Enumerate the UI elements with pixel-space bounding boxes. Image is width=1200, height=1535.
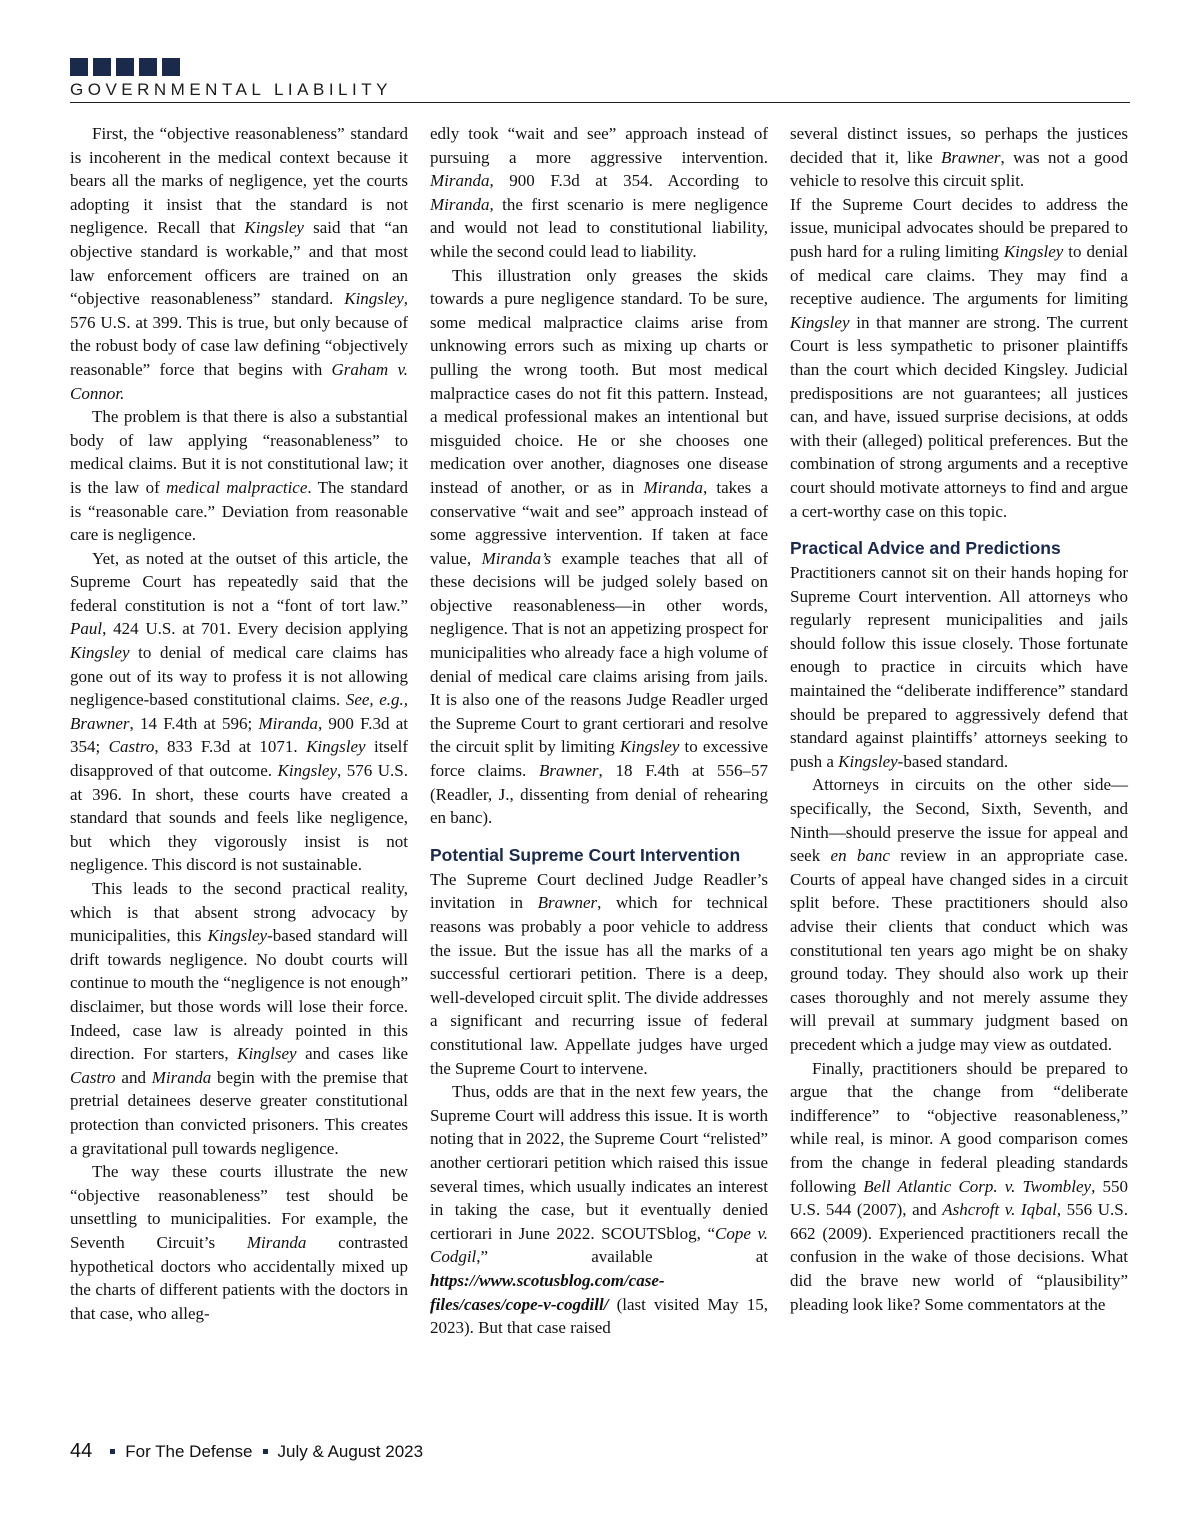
url-text: https://www.scotusblog.com/case-files/cases/cope-v-cogdill/ <box>430 1270 665 1314</box>
italic-text: medical malpractice <box>166 477 308 497</box>
square-icon <box>116 58 134 76</box>
italic-text: Kingsley <box>1003 241 1064 261</box>
italic-text: Bell Atlantic Corp. v. Twombley <box>863 1176 1092 1196</box>
paragraph: several distinct issues, so perhaps the justices decided that it, like Brawner, was not a good vehicle to resolve this circuit split. <box>790 124 1128 191</box>
italic-text: Miranda <box>258 713 318 733</box>
column-3 <box>790 122 1128 1427</box>
italic-text: Kinglsey <box>237 1044 297 1064</box>
italic-text: Miranda <box>430 194 490 214</box>
italic-text: Kingsley <box>344 289 404 309</box>
page-header <box>70 58 1130 103</box>
square-icon <box>93 58 111 76</box>
italic-text: Castro <box>70 1067 116 1087</box>
paragraph: Practitioners cannot sit on their hands hoping for Supreme Court intervention. All attorneys who regularly represent municipalities and jails should follow this issue closely. Those fortunate enough to practice in circuits which have maintained the “deliberate indifference” standard should be prepared to aggressively defend that standard against plaintiffs’ attorneys seeking to push a Kingsley-based standard. <box>790 563 1128 771</box>
italic-text: Kingsley <box>207 926 268 946</box>
square-icon <box>162 58 180 76</box>
issue-date: July & August 2023 <box>277 1441 424 1461</box>
page-footer <box>70 1440 423 1463</box>
bullet-icon <box>263 1449 268 1454</box>
italic-text: Miranda <box>643 477 703 497</box>
italic-text: Cope v. Codgil <box>430 1223 768 1267</box>
italic-text: Ashcroft v. Iqbal <box>942 1200 1057 1220</box>
italic-text: Kingsley <box>790 312 850 332</box>
paragraph: The problem is that there is also a substantial body of law applying “reasonableness” to medical claims. But it is not constitutional law; it is the law of medical malpractice. The standard is “reasonable care.” Deviation from reasonable care is negligence. <box>70 407 408 545</box>
paragraph: This leads to the second practical reality, which is that absent strong advocacy by municipalities, this Kingsley-based standard will drift towards negligence. No doubt courts will continue to mouth the “negligence is not enough” disclaimer, but those words will lose their force. Indeed, case law is already pointed in this direction. For starters, Kinglsey and cases like Castro and Miranda begin with the premise that pretrial detainees deserve greater constitutional protection than convicted prisoners. This creates a gravitational pull towards negligence. <box>70 879 409 1158</box>
publication-name: For The Defense <box>125 1441 253 1461</box>
paragraph: If the Supreme Court decides to address the issue, municipal advocates should be prepared to push hard for a ruling limiting Kingsley to denial of medical care claims. They may find a receptive audience. The arguments for limiting Kingsley in that manner are strong. The current Court is less sympathetic to prisoner plaintiffs than the court which decided Kingsley. Judicial predispositions are not guarantees; all justices can, and have, issued surprise decisions, at odds with their (alleged) political preferences. But the combination of strong arguments and a receptive court should motivate attorneys to find and argue a cert-worthy case on this topic. <box>790 194 1129 521</box>
italic-text: Brawner <box>941 147 1001 167</box>
header-squares-decoration <box>70 58 1130 76</box>
paragraph: The Supreme Court declined Judge Readler’s invitation in Brawner, which for technical reasons was probably a poor vehicle to address the issue. But the issue has all the marks of a successful certiorari petition. There is a deep, well-developed circuit split. The divide addresses a significant and recurring issue of federal constitutional law. Appellate judges have urged the Supreme Court to intervene. <box>430 869 768 1078</box>
italic-text: Castro <box>108 737 155 757</box>
italic-text: Brawner <box>539 761 599 781</box>
italic-text: Kingsley <box>838 751 898 771</box>
italic-text: Paul <box>70 619 103 639</box>
italic-text: Brawner <box>537 893 598 913</box>
italic-text: Kingsley <box>306 737 366 757</box>
italic-text: Miranda <box>430 171 490 191</box>
italic-text: Miranda <box>246 1232 307 1252</box>
paragraph: Finally, practitioners should be prepared to argue that the change from “deliberate indifference” to “objective reasonableness,” while real, is minor. A good comparison comes from the change in federal pleading standards following Bell Atlantic Corp. v. Twombley, 550 U.S. 544 (2007), and Ashcroft v. Iqbal, 556 U.S. 662 (2009). Experienced practitioners recall the confusion in the wake of those decisions. What did the brave new world of “plausibility” pleading look like? Some commentators at the <box>790 1058 1129 1314</box>
section-heading: Practical Advice and Predictions <box>790 538 1061 559</box>
paragraph: The way these courts illustrate the new “objective reasonableness” test should be unsettling to municipalities. For example, the Seventh Circuit’s Miranda contrasted hypothetical doctors who accidentally mixed up the charts of different patients with the doctors in that case, who alleg- <box>70 1162 409 1323</box>
italic-text: Graham v. Connor. <box>70 359 408 403</box>
italic-text: Kingsley <box>244 218 304 238</box>
bullet-icon <box>110 1449 115 1454</box>
italic-text: Kingsley <box>619 737 680 757</box>
page-number: 44 <box>70 1440 93 1462</box>
italic-text: Kingsley <box>277 761 338 781</box>
paragraph: Thus, odds are that in the next few years, the Supreme Court will address this issue. It is worth noting that in 2022, the Supreme Court “relisted” another certiorari petition which raised this issue several times, which usually indicates an interest in taking the case, but it eventually denied certiorari in June 2022. SCOUTSblog, “Cope v. Codgil,” available at https://www.scotusblog.com/case-files/cases/cope-v-cogdill/ (last visited May 15, 2023). But that case raised <box>430 1082 768 1338</box>
section-heading: Potential Supreme Court Intervention <box>430 844 741 865</box>
italic-text: Kingsley <box>70 643 130 663</box>
paragraph: First, the “objective reasonableness” standard is incoherent in the medical context because it bears all the marks of negligence, yet the courts adopting it insist that the standard is not negligence. Recall that Kingsley said that “an objective standard is workable,” and that most law enforcement officers are trained on an “objective reasonableness” standard. Kingsley, 576 U.S. at 399. This is true, but only because of the robust body of case law defining “objectively reasonable” force that begins with Graham v. Connor. <box>70 124 409 403</box>
column-2 <box>430 122 768 1427</box>
italic-text: Miranda <box>151 1067 212 1087</box>
article-body <box>70 122 1130 1427</box>
italic-text: en banc <box>830 846 890 866</box>
paragraph: Attorneys in circuits on the other side—specifically, the Second, Sixth, Seventh, and Ninth—should preserve the issue for appeal and seek en banc review in an appropriate case. Courts of appeal have changed sides in a circuit split before. These practitioners should also advise their clients that conduct which was constitutional ten years ago might be on shaky ground today. They should also work up their cases thoroughly and not merely assume they will prevail at summary judgment based on precedent which a judge may view as outdated. <box>790 775 1128 1054</box>
paragraph: edly took “wait and see” approach instead of pursuing a more aggressive intervention. Miranda, 900 F.3d at 354. According to Miranda, the first scenario is mere negligence and would not lead to constitutional liability, while the second could lead to liability. <box>430 124 768 261</box>
italic-text: Miranda’s <box>481 548 552 568</box>
section-label: GOVERNMENTAL LIABILITY <box>70 80 392 99</box>
header-rule <box>70 102 1130 103</box>
square-icon <box>70 58 88 76</box>
paragraph: Yet, as noted at the outset of this article, the Supreme Court has repeatedly said that the federal constitution is not a “font of tort law.” Paul, 424 U.S. at 701. Every decision applying Kingsley to denial of medical care claims has gone out of its way to profess it is not allowing negligence-based constitutional claims. See, e.g., Brawner, 14 F.4th at 596; Miranda, 900 F.3d at 354; Castro, 833 F.3d at 1071. Kingsley itself disapproved of that outcome. Kingsley, 576 U.S. at 396. In short, these courts have created a standard that sounds and feels like negligence, but which they vigorously insist is not negligence. This discord is not sustainable. <box>70 548 409 875</box>
square-icon <box>139 58 157 76</box>
italic-text: See, e.g., Brawner <box>70 690 408 733</box>
paragraph: This illustration only greases the skids towards a pure negligence standard. To be sure, some medical malpractice claims arise from unknowing errors such as mixing up charts or pulling the wrong tooth. But most medical malpractice cases do not fit this pattern. Instead, a medical professional makes an intentional but misguided choice. He or she chooses one medication over another, diagnoses one disease instead of another, or as in Miranda, takes a conservative “wait and see” approach instead of some aggressive intervention. If taken at face value, Miranda’s example teaches that all of these decisions will be judged solely based on objective reasonableness—in other words, negligence. That is not an appetizing prospect for municipalities who already face a high volume of denial of medical care claims arising from jails. It is also one of the reasons Judge Readler urged the Supreme Court to grant certiorari and resolve the circuit split by limiting Kingsley to excessive force claims. Brawner, 18 F.4th at 556–57 (Readler, J., dissenting from denial of rehearing en banc). <box>430 265 769 828</box>
column-1 <box>70 122 408 1427</box>
